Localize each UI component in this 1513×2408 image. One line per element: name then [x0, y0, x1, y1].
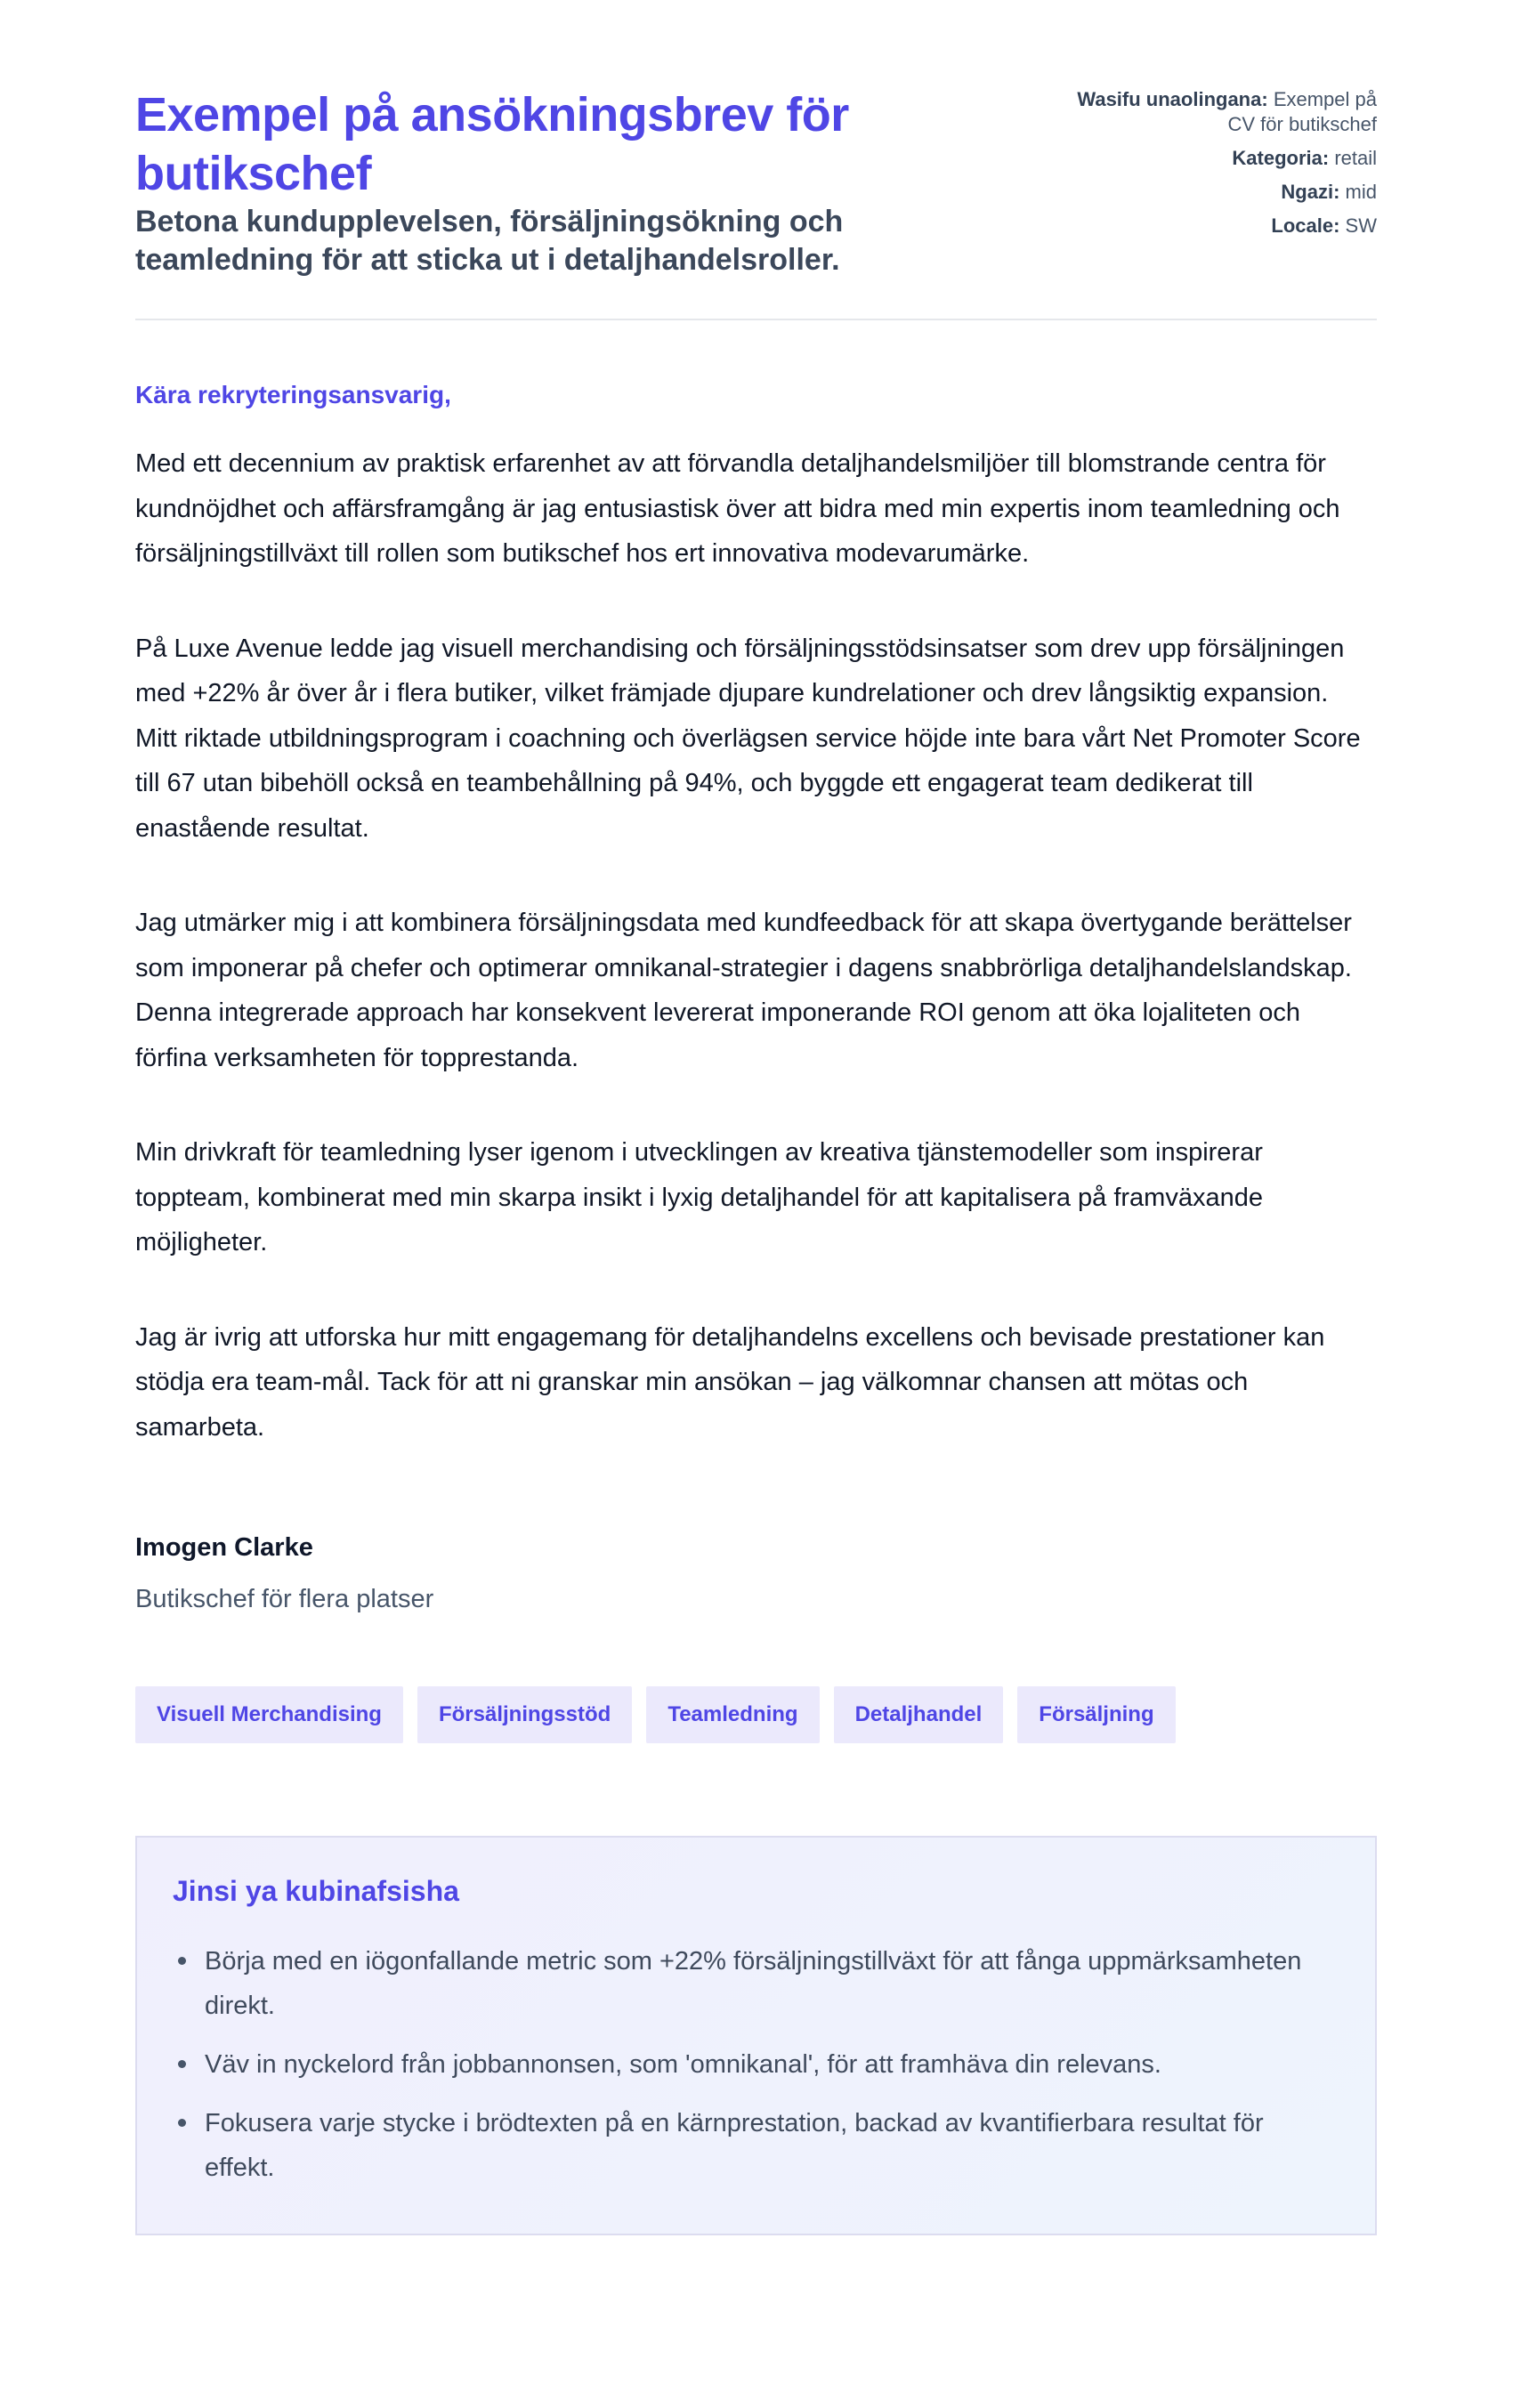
letter-paragraph: Med ett decennium av praktisk erfarenhet av att förvandla detaljhandelsmiljöer till blomstrande centra för kundnöjdhet och affärsframgång är jag entusiastisk över att bidra med min expertis inom teamledning och försäljningstillväxt till rollen som butikschef hos ert innovativa modevarumärke. — [135, 449, 1340, 568]
meta-locale — [1056, 214, 1377, 238]
tag-retail[interactable]: Detaljhandel — [834, 1686, 1004, 1743]
bullet-icon — [178, 2060, 186, 2068]
tag-sales[interactable]: Försäljning — [1017, 1686, 1175, 1743]
bullet-icon — [178, 2119, 186, 2127]
signature-block — [135, 1531, 1377, 1615]
tag-team-leadership[interactable]: Teamledning — [646, 1686, 819, 1743]
bullet-icon — [178, 1957, 186, 1965]
meta-value: mid — [1345, 181, 1377, 203]
letter-greeting: Kära rekryteringsansvarig, — [135, 381, 451, 408]
letter-paragraph: Jag är ivrig att utforska hur mitt engagemang för detaljhandelns excellens och bevisade prestationer kan stödja era team-mål. Tack för att ni granskar min ansökan – jag välkomnar chansen att mötas och samarbeta. — [135, 1322, 1325, 1442]
meta-level — [1056, 180, 1377, 205]
cover-letter-page — [135, 0, 1377, 2235]
customization-tips-box — [135, 1836, 1377, 2235]
metadata-panel — [1056, 85, 1377, 247]
meta-label: Locale: — [1271, 214, 1340, 237]
page-header — [135, 85, 1377, 320]
tag-list — [135, 1686, 1377, 1743]
letter-paragraph: Jag utmärker mig i att kombinera försäljningsdata med kundfeedback för att skapa övertygande berättelser som imponerar på chefer och optimerar omnikanal-strategier i dagens snabbrörliga detaljhandelslandskap. Denna integrerade approach har konsekvent levererat imponerande ROI genom att öka lojaliteten och förfina verksamheten för topprestanda. — [135, 909, 1352, 1072]
tips-heading: Jinsi ya kubinafsisha — [173, 1875, 459, 1907]
meta-category — [1056, 146, 1377, 171]
signature-title: Butikschef för flera platser — [135, 1585, 434, 1613]
tips-item — [173, 2101, 1339, 2190]
signature-name: Imogen Clarke — [135, 1533, 313, 1562]
tips-list — [173, 1939, 1339, 2190]
letter-body — [135, 379, 1377, 1450]
tag-visual-merchandising[interactable]: Visuell Merchandising — [135, 1686, 403, 1743]
tag-sales-support[interactable]: Försäljningsstöd — [417, 1686, 632, 1743]
meta-matching-resume — [1056, 87, 1377, 137]
meta-label: Wasifu unaolingana: — [1077, 88, 1268, 110]
meta-label: Ngazi: — [1281, 181, 1340, 203]
meta-value: retail — [1334, 147, 1377, 169]
meta-value: SW — [1345, 214, 1377, 237]
header-titles — [135, 85, 936, 279]
meta-label: Kategoria: — [1232, 147, 1330, 169]
letter-paragraphs — [135, 441, 1377, 1450]
letter-paragraph: Min drivkraft för teamledning lyser igenom i utvecklingen av kreativa tjänstemodeller som inspirerar toppteam, kombinerat med min skarpa insikt i lyxig detaljhandel för att kapitalisera på framväxande möjligheter. — [135, 1138, 1263, 1257]
meta-value: Exempel på CV för butikschef — [1227, 88, 1377, 135]
letter-paragraph: På Luxe Avenue ledde jag visuell merchandising och försäljningsstödsinsatser som drev upp försäljningen med +22% år över år i flera butiker, vilket främjade djupare kundrelationer och drev långsiktig expansion. Mitt riktade utbildningsprogram i coachning och överlägsen service höjde inte bara vårt Net Promoter Score till 67 utan bibehöll också en teambehållning på 94%, och byggde ett engagerat team dedikerat till enastående resultat. — [135, 634, 1361, 843]
page-subtitle: Betona kundupplevelsen, försäljningsökning och teamledning för att sticka ut i detaljhandelsroller. — [135, 205, 844, 277]
tips-item — [173, 1939, 1339, 2028]
tips-item-text: Börja med en iögonfallande metric som +22% försäljningstillväxt för att fånga uppmärksamheten direkt. — [205, 1947, 1302, 2020]
page-title: Exempel på ansökningsbrev för butikschef — [135, 88, 849, 200]
tips-item-text: Fokusera varje stycke i brödtexten på en kärnprestation, backad av kvantifierbara resultat för effekt. — [205, 2109, 1264, 2182]
tips-item — [173, 2042, 1339, 2087]
tips-item-text: Väv in nyckelord från jobbannonsen, som 'omnikanal', för att framhäva din relevans. — [205, 2050, 1161, 2079]
